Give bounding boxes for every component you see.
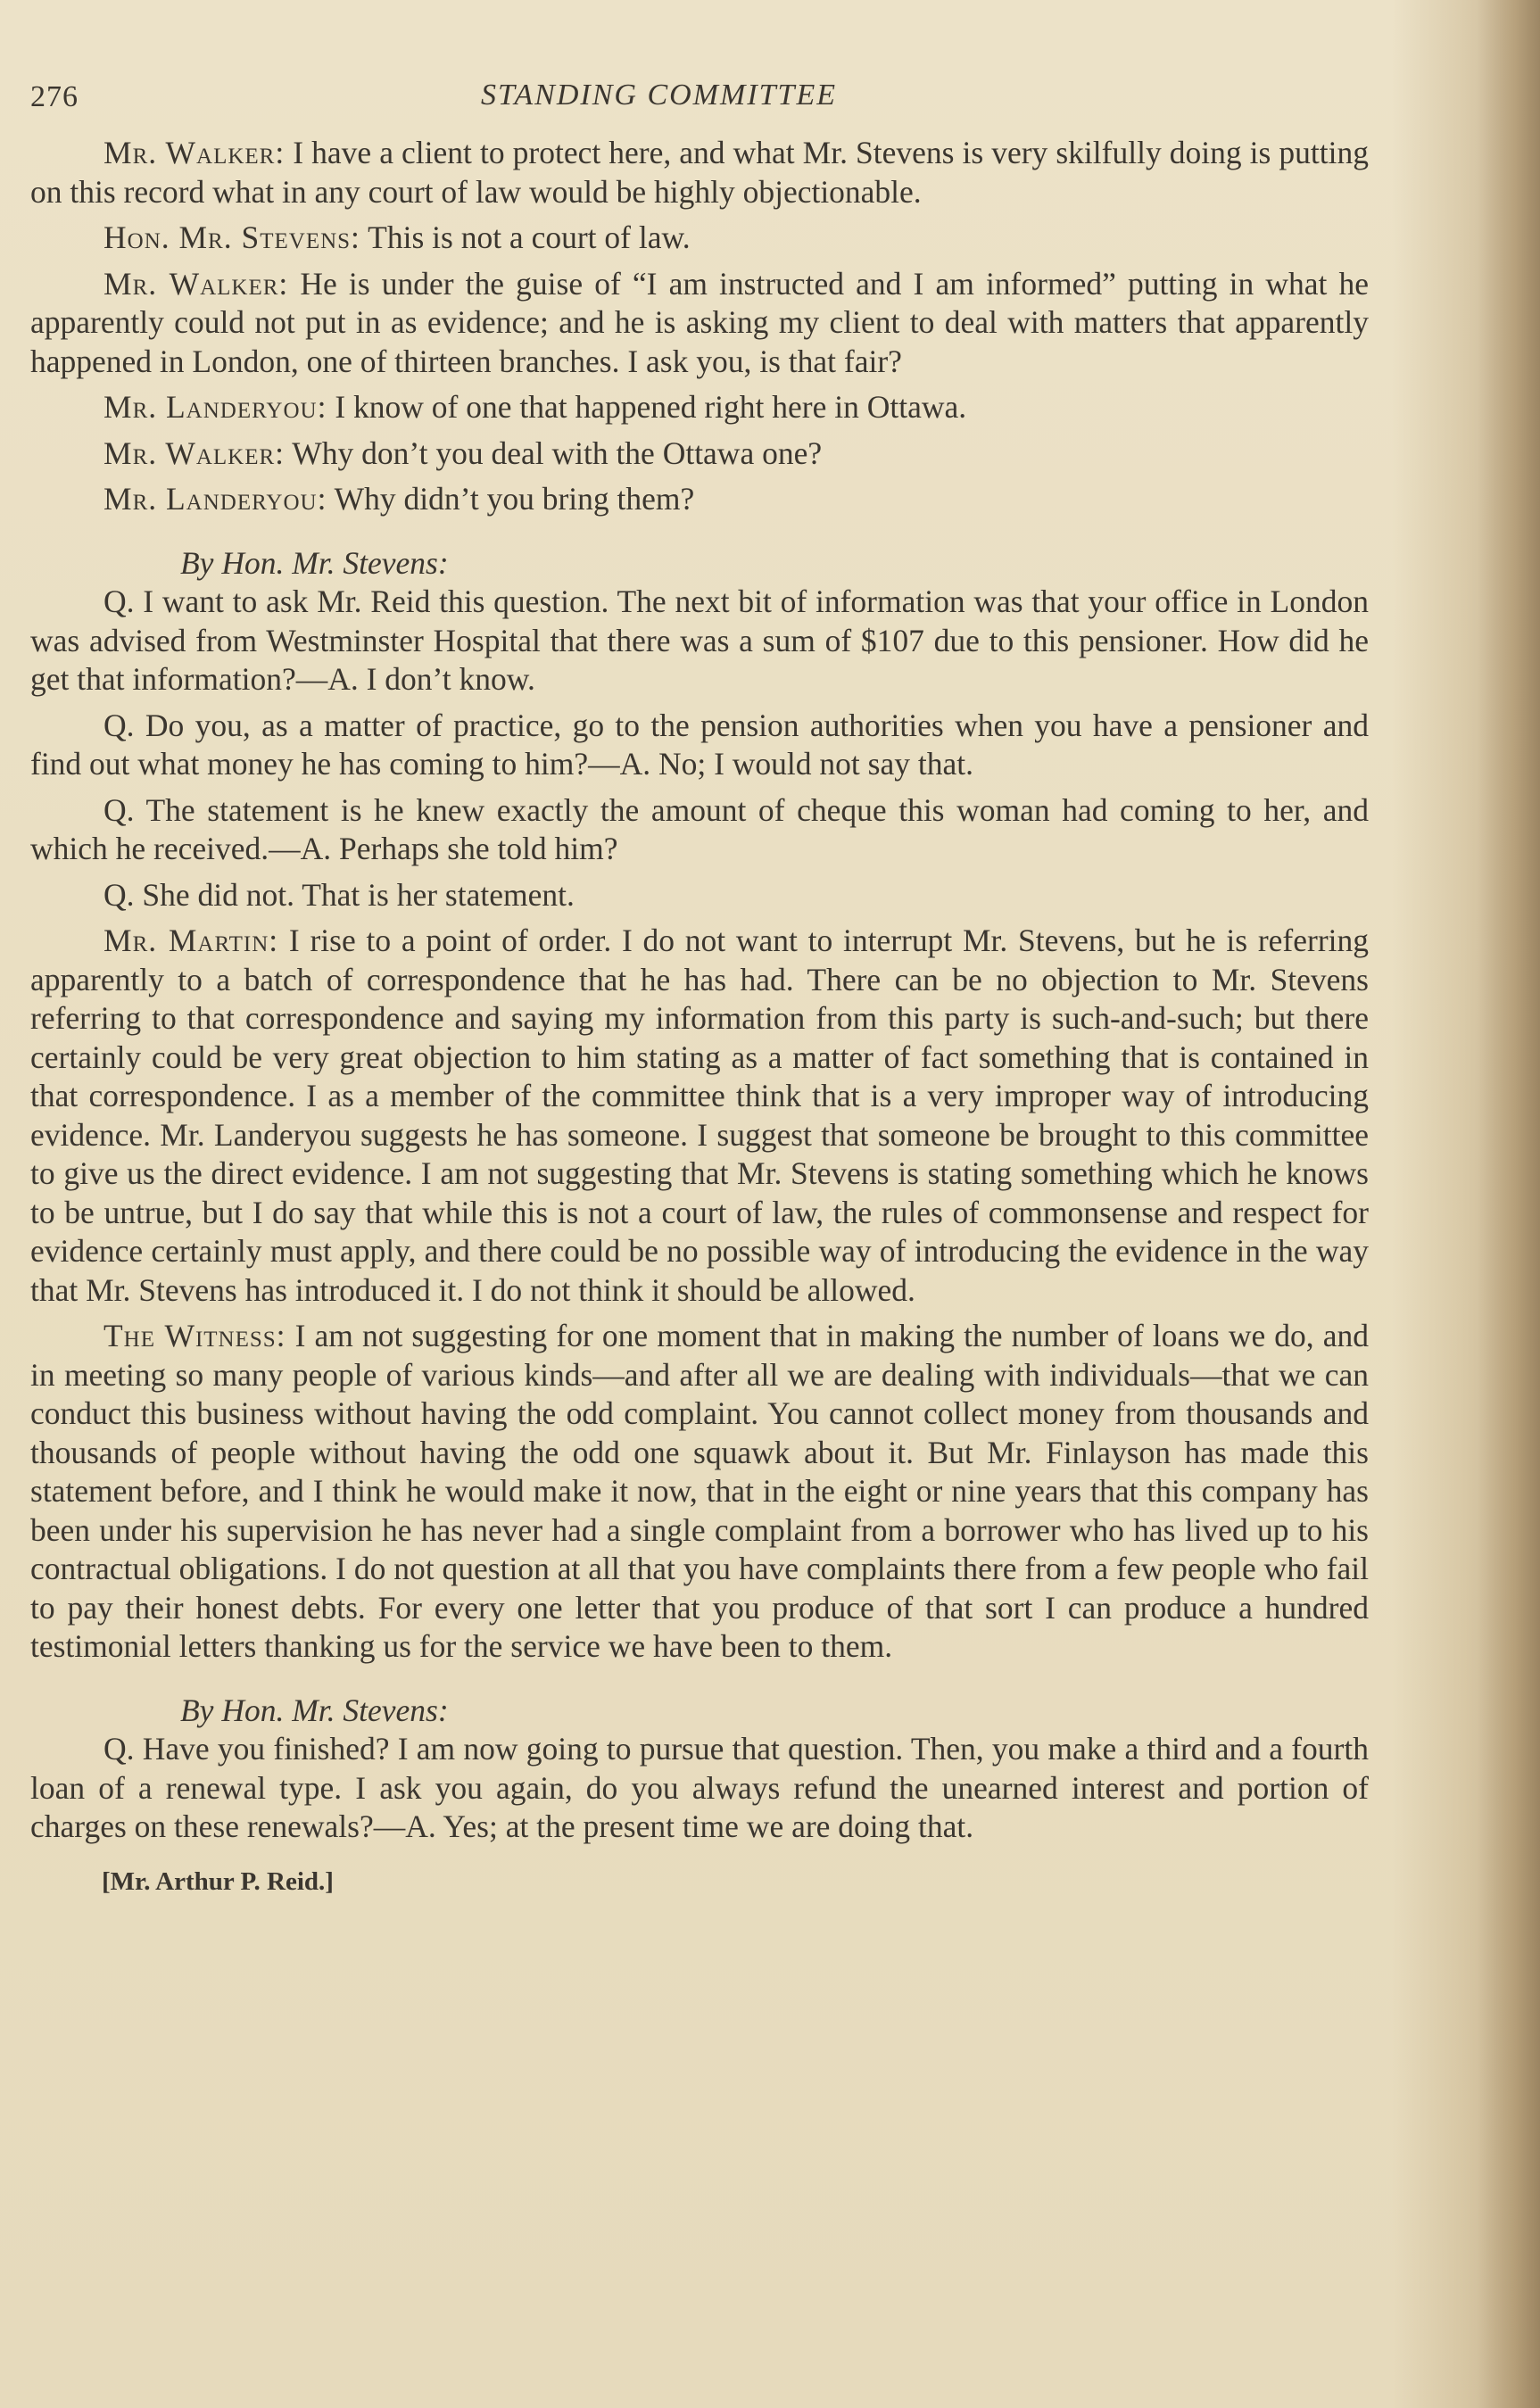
- speech-paragraph: [30, 219, 1369, 258]
- speech-text: I have a client to protect here, and what Mr. Stevens is very skilfully doing is putting on this record what in any court of law would be highly objectionable.: [30, 135, 1369, 210]
- speaker-name: Mr. Landeryou:: [103, 389, 327, 425]
- running-head: STANDING COMMITTEE: [481, 79, 837, 112]
- speech-paragraph: [30, 134, 1369, 211]
- witness-footer-note: [Mr. Arthur P. Reid.]: [102, 1866, 334, 1896]
- speaker-name: Mr. Walker:: [103, 434, 286, 471]
- speech-text: He is under the guise of “I am instructed and I am informed” putting in what he apparently could not put in as evidence; and he is asking my client to deal with matters that apparently happened in London, one of thirteen branches. I ask you, is that fair?: [30, 265, 1370, 379]
- page-number: 276: [30, 80, 79, 113]
- page-content: [30, 71, 1369, 1901]
- speech-paragraph: [30, 434, 1369, 474]
- speech-text: I am not suggesting for one moment that in making the number of loans we do, and in meeting so many people of various kinds—and after all we are dealing with individuals—that we can conduct this business without having the odd complaint. You cannot collect money from thousands and thousands of people without having the odd one squawk about it. But Mr. Finlayson has made this statement before, and I think he would make it now, that in the eight or nine years that this company has been under his supervision he has never had a single complaint from a borrower who has lived up to his contractual obligations. I do not question at all that you have complaints there from a few people who fail to pay their honest debts. For every one letter that you produce of that sort I can produce a hundred testimonial letters thanking us for the service we have been to them.: [30, 1318, 1370, 1664]
- question-answer-paragraph: Q. The statement is he knew exactly the amount of cheque this woman had coming to her, and which he received.—A. Perhaps she told him?: [30, 791, 1369, 866]
- question-answer-paragraph: Q. Do you, as a matter of practice, go to the pension authorities when you have a pensioner and find out what money he has coming to him?—A. No; I would not say that.: [30, 707, 1369, 782]
- speech-text: I rise to a point of order. I do not want to interrupt Mr. Stevens, but he is referring apparently to a batch of correspondence that he has had. There can be no objection to Mr. Stevens referring to that correspondence and saying my information from this party is such-and-such; but there certainly could be very great objection to him stating as a matter of fact something that is contained in that correspondence. I as a member of the committee think that is a very improper way of introducing evidence. Mr. Landeryou suggests he has someone. I suggest that someone be brought to this committee to give us the direct evidence. I am not suggesting that Mr. Stevens is stating something which he knows to be untrue, but I do say that while this is not a court of law, the rules of commonsense and respect for evidence certainly must apply, and there could be no possible way of introducing the evidence in the way that Mr. Stevens has introduced it. I do not think it should be allowed.: [30, 923, 1369, 1308]
- speech-paragraph: [30, 388, 1369, 427]
- examiner-byline: By Hon. Mr. Stevens:: [180, 1692, 449, 1728]
- speech-paragraph: [30, 480, 1369, 519]
- speech-paragraph: [30, 1317, 1369, 1667]
- speaker-name: Mr. Martin:: [103, 923, 279, 958]
- page-edge-shadow: [1478, 0, 1540, 2408]
- question-answer-paragraph: Q. She did not. That is her statement.: [103, 876, 575, 913]
- speaker-name: Mr. Walker:: [103, 135, 286, 170]
- question-answer-paragraph: Q. Have you finished? I am now going to pursue that question. Then, you make a third and a fourth loan of a renewal type. I ask you again, do you always refund the unearned interest and portion of charges on these renewals?—A. Yes; at the present time we are doing that.: [30, 1731, 1369, 1844]
- examiner-byline: By Hon. Mr. Stevens:: [180, 544, 449, 581]
- speaker-name: Hon. Mr. Stevens:: [103, 219, 360, 255]
- question-answer-paragraph: Q. I want to ask Mr. Reid this question. The next bit of information was that your office in London was advised from Westminster Hospital that there was a sum of $107 due to this pensioner. How did he get that information?—A. I don’t know.: [30, 583, 1369, 697]
- speech-text: I know of one that happened right here in Ottawa.: [327, 389, 967, 425]
- speech-paragraph: [30, 922, 1369, 1310]
- page-header: [30, 71, 1369, 134]
- speech-text: Why don’t you deal with the Ottawa one?: [285, 434, 823, 471]
- transcript-body: [30, 134, 1369, 1901]
- speaker-name: Mr. Walker:: [103, 265, 289, 302]
- speaker-name: The Witness:: [103, 1318, 286, 1353]
- speech-text: This is not a court of law.: [360, 219, 691, 255]
- speaker-name: Mr. Landeryou:: [103, 481, 327, 517]
- speech-paragraph: [30, 265, 1369, 382]
- speech-text: Why didn’t you bring them?: [327, 481, 695, 517]
